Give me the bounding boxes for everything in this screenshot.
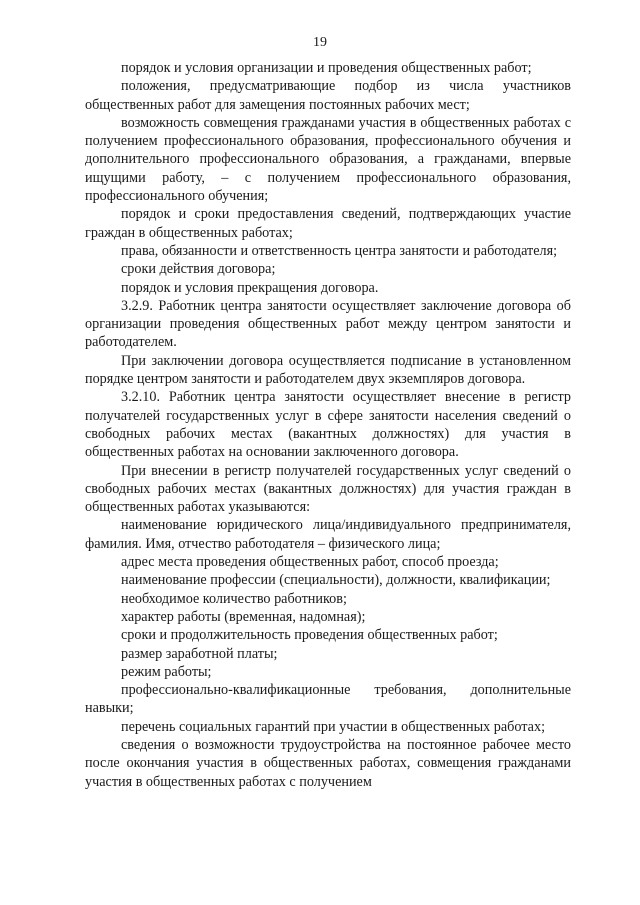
paragraph: наименование юридического лица/индивидуального предпринимателя, фамилия. Имя, отчество работодателя – физического лица; (85, 517, 571, 552)
paragraph: возможность совмещения гражданами участия в общественных работах с получением профессионального образования, профессионального обучения и дополнительного профессионального образования, а гражданами, впервые ищущими работу, – с получением профессионального образования, профессионального обучения; (85, 114, 571, 205)
paragraph: При заключении договора осуществляется подписание в установленном порядке центром занятости и работодателем двух экземпляров договора. (85, 352, 571, 388)
paragraph: необходимое количество работников; (121, 590, 347, 607)
paragraph: порядок и условия организации и проведения общественных работ; (121, 60, 532, 76)
paragraph: режим работы; (121, 663, 212, 680)
document-body (85, 59, 571, 791)
paragraph: сведения о возможности трудоустройства на постоянное рабочее место после окончания участия в общественных работах, совмещения гражданами участия в общественных работах с получением (85, 736, 571, 790)
paragraph: размер заработной платы; (121, 645, 278, 662)
paragraph: характер работы (временная, надомная); (121, 608, 366, 625)
paragraph: порядок и условия прекращения договора. (121, 279, 379, 296)
paragraph: профессионально-квалификационные требования, дополнительные навыки; (85, 682, 571, 717)
paragraph: адрес места проведения общественных работ, способ проезда; (121, 554, 499, 571)
paragraph: положения, предусматривающие подбор из числа участников общественных работ для замещения постоянных рабочих мест; (85, 78, 571, 113)
paragraph: 3.2.9. Работник центра занятости осуществляет заключение договора об организации проведения общественных работ между центром занятости и работодателем. (85, 297, 571, 351)
paragraph: права, обязанности и ответственность центра занятости и работодателя; (121, 242, 558, 259)
page-number: 19 (313, 35, 327, 50)
paragraph: 3.2.10. Работник центра занятости осуществляет внесение в регистр получателей государственных услуг в сфере занятости населения сведений о свободных рабочих местах (вакантных должностях) для участия в общественных работах на основании заключенного договора. (85, 389, 571, 461)
paragraph: сроки и продолжительность проведения общественных работ; (121, 627, 498, 644)
paragraph: перечень социальных гарантий при участии в общественных работах; (121, 718, 546, 735)
paragraph: При внесении в регистр получателей государственных услуг сведений о свободных рабочих местах (вакантных должностях) для участия граждан в общественных работах указываются: (85, 462, 571, 516)
paragraph: порядок и сроки предоставления сведений, подтверждающих участие граждан в общественных работах; (85, 206, 571, 241)
paragraph: сроки действия договора; (121, 261, 276, 278)
paragraph: наименование профессии (специальности), должности, квалификации; (121, 572, 551, 589)
